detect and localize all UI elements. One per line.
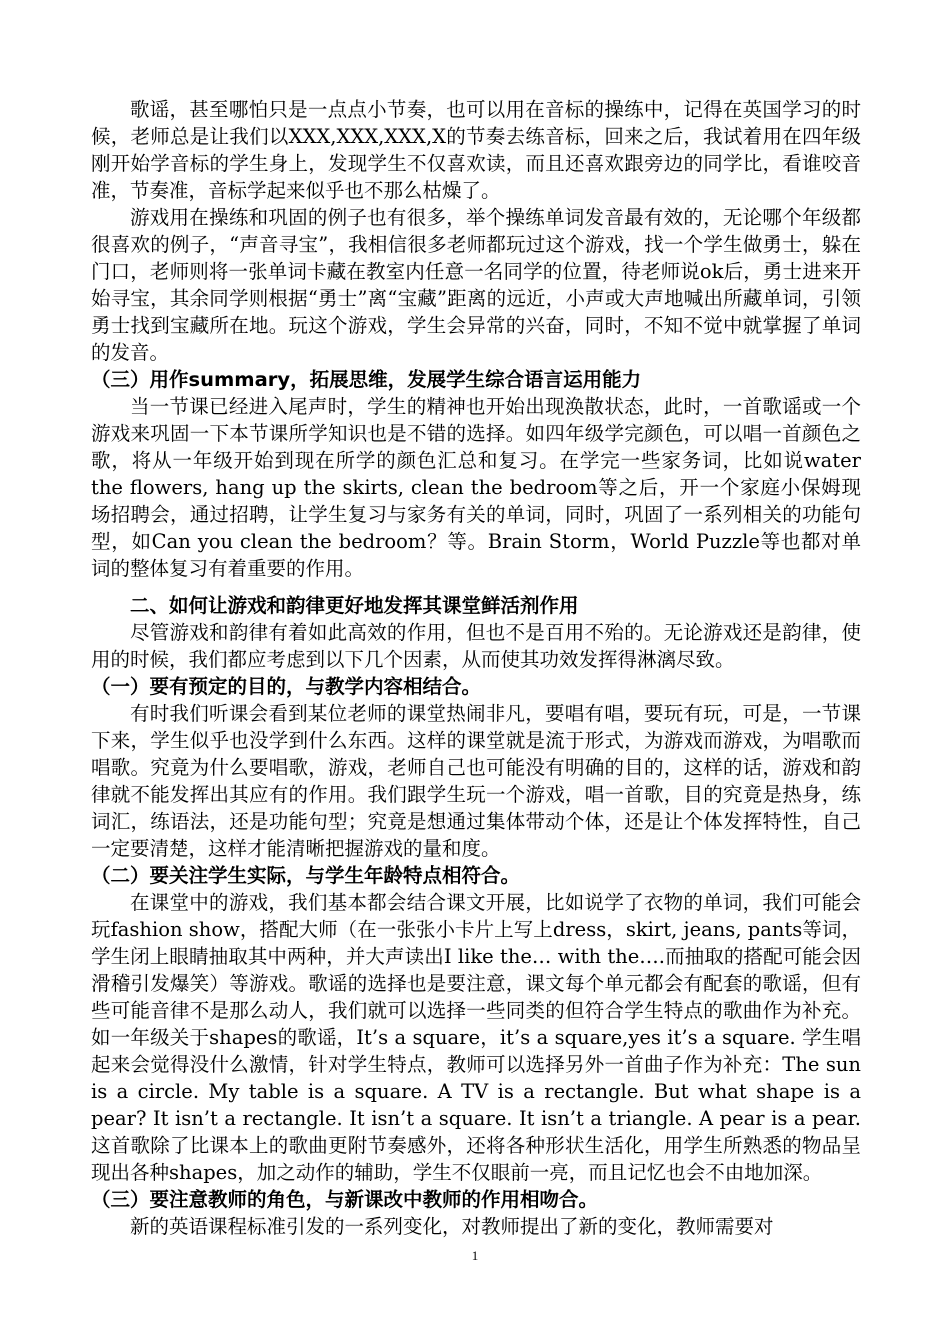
paragraph-sound-treasure-game: 游戏用在操练和巩固的例子也有很多，举个操练单词发音最有效的，无论哪个年级都很喜欢的例子，“声音寻宝”，我相信很多老师都玩过这个游戏，找一个学生做勇士，躲在门口，老师则将一张单词卡藏在教室内任意一名同学的位置，待老师说ok后，勇士进来开始寻宝，其余同学则根据“勇士”离“宝藏”距离的远近，小声或大声地喊出所藏单词，引领勇士找到宝藏所在地。玩这个游戏，学生会异常的兴奋，同时，不知不觉中就掌握了单词的发音。 [91, 206, 861, 364]
paragraph-purpose: 有时我们听课会看到某位老师的课堂热闹非凡，要唱有唱，要玩有玩，可是，一节课下来，学生似乎也没学到什么东西。这样的课堂就是流于形式，为游戏而游戏，为唱歌而唱歌。究竟为什么要唱歌，游戏，老师自己也可能没有明确的目的，这样的话，游戏和韵律就不能发挥出其应有的作用。我们跟学生玩一个游戏，唱一首歌，目的究竟是热身，练词汇，练语法，还是功能句型；究竟是想通过集体带动个体，还是让个体发挥特性，自己一定要清楚，这样才能清晰把握游戏的量和度。 [91, 702, 861, 860]
paragraph-end-of-class: 当一节课已经进入尾声时，学生的精神也开始出现涣散状态，此时，一首歌谣或一个游戏来巩固一下本节课所学知识也是不错的选择。如四年级学完颜色，可以唱一首颜色之歌，将从一年级开始到现在所学的颜色汇总和复习。在学完一些家务词，比如说water the flowers, hang up the skirts, clean the bedroom等之后，开一个家庭小保姆现场招聘会，通过招聘，让学生复习与家务有关的单词，同时，巩固了一系列相关的功能句型，如Can you clean the bedroom？等。Brain Storm，World Puzzle等也都对单词的整体复习有着重要的作用。 [91, 395, 861, 580]
heading-student-age: （二）要关注学生实际，与学生年龄特点相符合。 [91, 864, 521, 887]
paragraph-student-age: 在课堂中的游戏，我们基本都会结合课文开展，比如说学了衣物的单词，我们可能会玩fashion show，搭配大师（在一张张小卡片上写上dress，skirt, jeans, pants等词，学生闭上眼睛抽取其中两种，并大声读出I like the… with the….而抽取的搭配可能会因滑稽引发爆笑）等游戏。歌谣的选择也是要注意，课文每个单元都会有配套的歌谣，但有些可能音律不是那么动人，我们就可以选择一些同类的但符合学生特点的歌曲作为补充。如一年级关于shapes的歌谣，It’s a square，it’s a square,yes it’s a square. 学生唱起来会觉得没什么激情，针对学生特点，教师可以选择另外一首曲子作为补充：The sun is a circle. My table is a square. A TV is a rectangle. But what shape is a pear? It isn’t a rectangle. It isn’t a square. It isn’t a triangle. A pear is a pear.这首歌除了比课本上的歌曲更附节奏感外，还将各种形状生活化，用学生所熟悉的物品呈现出各种shapes，加之动作的辅助，学生不仅眼前一亮，而且记忆也会不由地加深。 [91, 891, 861, 1184]
heading-section-two: 二、如何让游戏和韵律更好地发挥其课堂鲜活剂作用 [130, 594, 579, 617]
page-number: 1 [471, 1248, 479, 1263]
heading-summary: （三）用作summary，拓展思维，发展学生综合语言运用能力 [91, 368, 642, 391]
document-body [91, 96, 861, 1240]
heading-purpose: （一）要有预定的目的，与教学内容相结合。 [91, 675, 482, 698]
paragraph-teacher-role: 新的英语课程标准引发的一系列变化，对教师提出了新的变化，教师需要对 [130, 1215, 774, 1238]
heading-teacher-role: （三）要注意教师的角色，与新课改中教师的作用相吻合。 [91, 1188, 599, 1211]
paragraph-factors-intro: 尽管游戏和韵律有着如此高效的作用，但也不是百用不殆的。无论游戏还是韵律，使用的时候，我们都应考虑到以下几个因素，从而使其功效发挥得淋漓尽致。 [91, 621, 861, 671]
paragraph-phonetics-rhythm: 歌谣，甚至哪怕只是一点点小节奏，也可以用在音标的操练中，记得在英国学习的时候，老师总是让我们以XXX,XXX,XXX,X的节奏去练音标，回来之后，我试着用在四年级刚开始学音标的学生身上，发现学生不仅喜欢读，而且还喜欢跟旁边的同学比，看谁咬音准，节奏准，音标学起来似乎也不那么枯燥了。 [91, 98, 861, 202]
